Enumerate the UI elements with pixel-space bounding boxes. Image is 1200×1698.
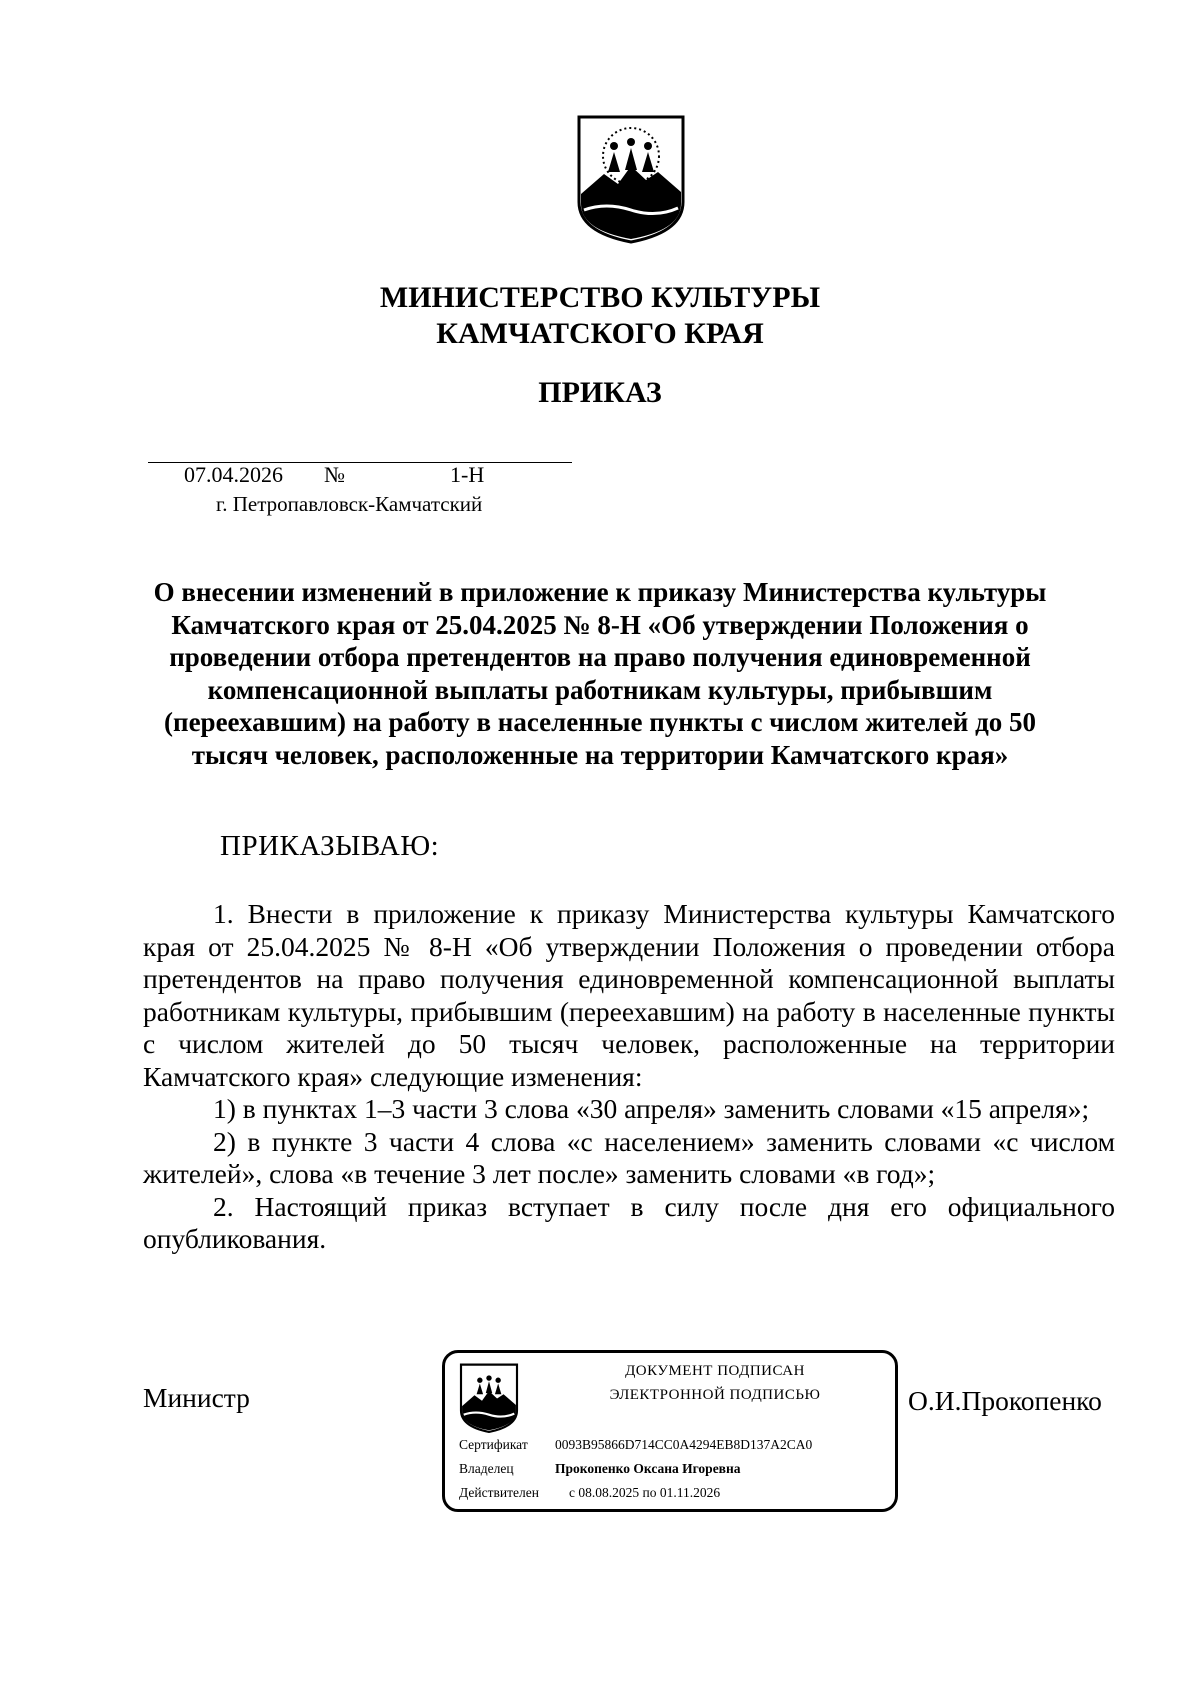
paragraph-1: 1. Внести в приложение к приказу Министерства культуры Камчатского края от 25.04.2025 № 8-Н «Об утверждении Положения о проведении отбора претендентов на право получения единовременной компенсационной выплаты работникам культуры, прибывшим (переехавшим) на работу в населенные пункты с числом жителей до 50 тысяч человек, расположенные на территории Камчатского края» следующие изменения: [143, 898, 1115, 1092]
stamp-emblem-icon [459, 1363, 519, 1433]
electronic-signature-stamp [442, 1350, 898, 1512]
stamp-heading [535, 1359, 895, 1407]
org-line-1: МИНИСТЕРСТВО КУЛЬТУРЫ [379, 281, 821, 314]
document-type: ПРИКАЗ [538, 376, 662, 409]
number-sign: № [324, 462, 345, 487]
paragraph-1-item-2: 2) в пункте 3 части 4 слова «с населением» заменить словами «с числом жителей», слова «в течение 3 лет после» заменить словами «в год»; [143, 1125, 1115, 1189]
stamp-heading-line-1: ДОКУМЕНТ ПОДПИСАН [625, 1363, 805, 1379]
owner-label: Владелец [459, 1461, 514, 1476]
paragraph-2: 2. Настоящий приказ вступает в силу после дня его официального опубликования. [143, 1190, 1115, 1254]
validity-label: Действителен [459, 1485, 539, 1500]
order-body [143, 898, 1115, 1256]
signer-name: О.И.Прокопенко [908, 1385, 1102, 1416]
stamp-certificate-row [459, 1437, 813, 1453]
organization-name [0, 280, 1200, 352]
certificate-label: Сертификат [459, 1437, 528, 1452]
org-line-2: КАМЧАТСКОГО КРАЯ [436, 317, 764, 350]
stamp-heading-line-2: ЭЛЕКТРОННОЙ ПОДПИСЬЮ [609, 1387, 821, 1403]
certificate-value: 0093B95866D714CC0A4294EB8D137A2CA0 [555, 1437, 813, 1452]
stamp-owner-row [459, 1461, 741, 1477]
order-number: 1-Н [450, 462, 485, 487]
order-subject: О внесении изменений в приложение к приказу Министерства культуры Камчатского края от 25.04.2025 № 8-Н «Об утверждении Положения о проведении отбора претендентов на право получения единовременной компенсационной выплаты работникам культуры, прибывшим (переехавшим) на работу в населенные пункты с числом жителей до 50 тысяч человек, расположенные на территории Камчатского края» [153, 577, 1047, 770]
city: г. Петропавловск-Камчатский [216, 492, 483, 516]
paragraph-1-item-1: 1) в пунктах 1–3 части 3 слова «30 апреля» заменить словами «15 апреля»; [213, 1093, 1090, 1124]
order-word: ПРИКАЗЫВАЮ: [220, 830, 440, 862]
signer-position: Министр [143, 1382, 250, 1413]
owner-value: Прокопенко Оксана Игоревна [555, 1461, 741, 1476]
stamp-validity-row [459, 1485, 721, 1501]
validity-value: с 08.08.2025 по 01.11.2026 [569, 1485, 721, 1500]
order-date: 07.04.2026 [184, 462, 283, 487]
coat-of-arms-icon [576, 114, 686, 244]
